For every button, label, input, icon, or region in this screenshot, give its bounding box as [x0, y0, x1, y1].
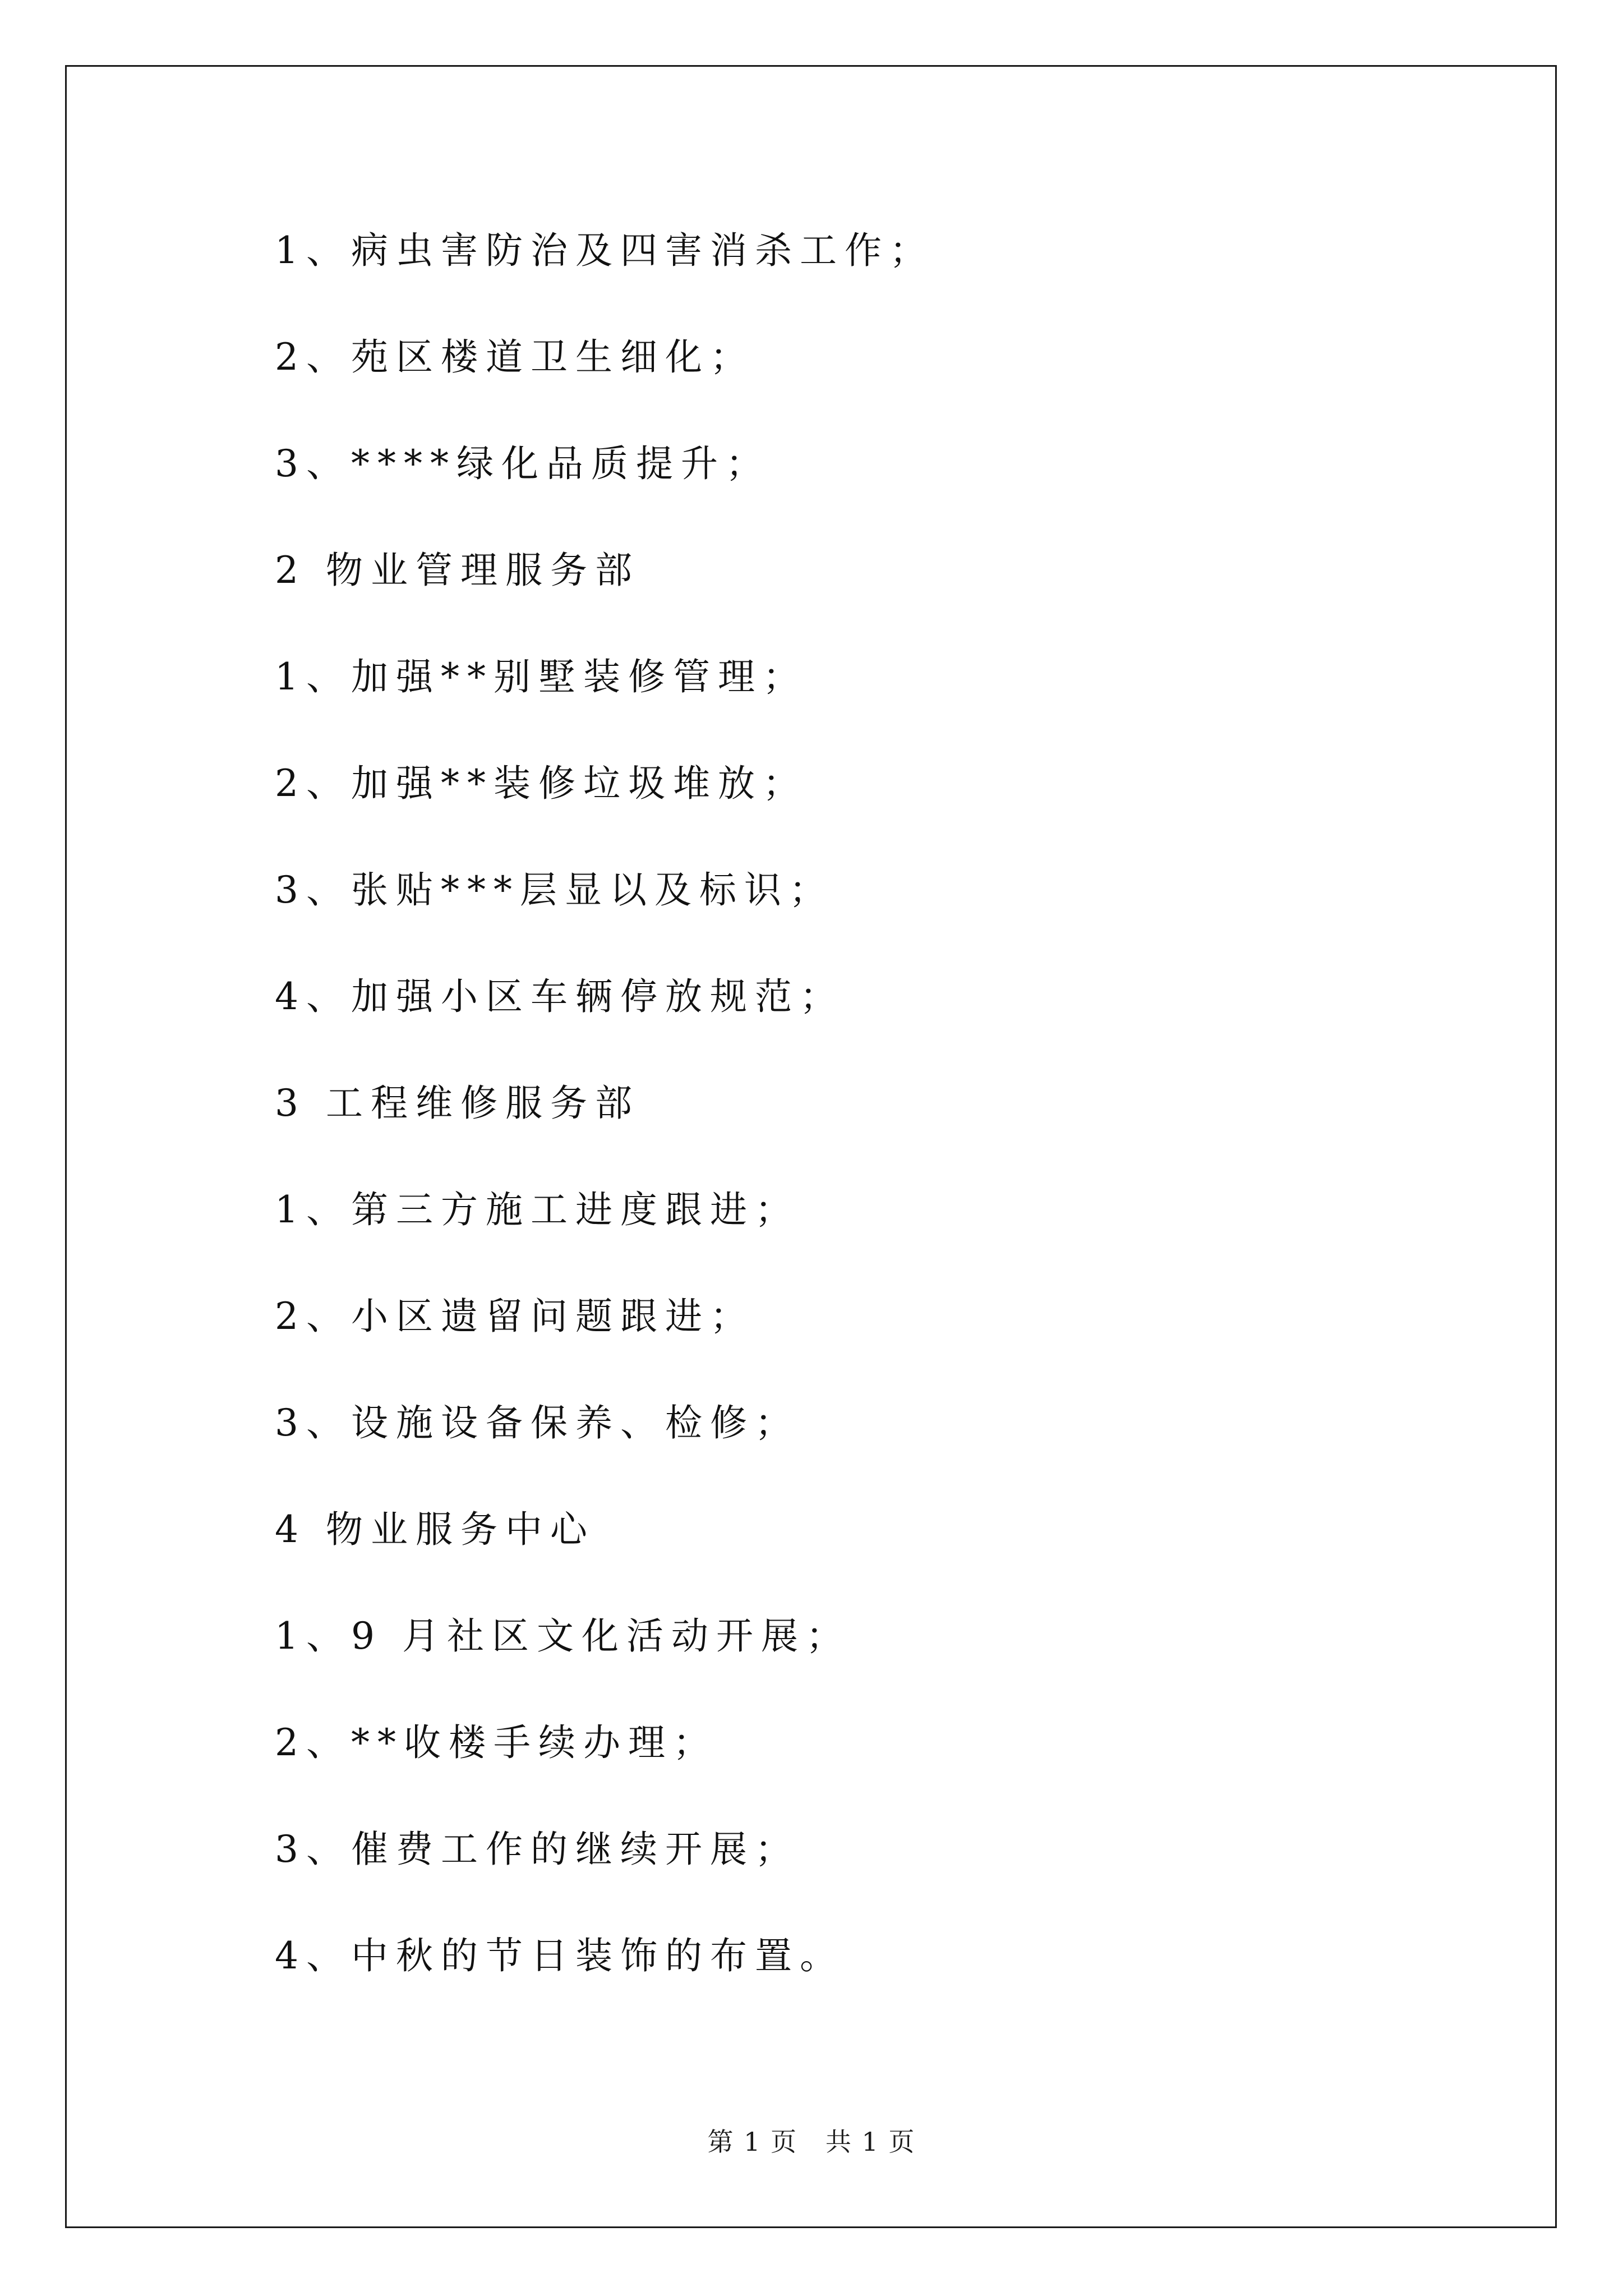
list-item: 1、第三方施工进度跟进；: [275, 1188, 800, 1231]
list-item: 1、加强**别墅装修管理；: [275, 655, 808, 698]
document-body: [275, 220, 1509, 2032]
section-heading: 2 物业管理服务部: [275, 549, 640, 592]
list-item: 3、设施设备保养、检修；: [275, 1401, 800, 1444]
list-item: 2、**收楼手续办理；: [275, 1721, 718, 1764]
list-item: 3、催费工作的继续开展；: [275, 1828, 800, 1871]
list-item: 1、病虫害防治及四害消杀工作；: [275, 229, 934, 272]
list-item: 2、加强**装修垃圾堆放；: [275, 762, 808, 805]
list-item: 2、小区遗留问题跟进；: [275, 1295, 755, 1338]
list-item: 4、中秋的节日装饰的布置。: [275, 1934, 845, 1977]
list-item: 2、苑区楼道卫生细化；: [275, 335, 755, 379]
page-number-footer: 第 1 页 共 1 页: [707, 2127, 916, 2157]
list-item: 1、9 月社区文化活动开展；: [275, 1614, 851, 1658]
list-item: 4、加强小区车辆停放规范；: [275, 975, 845, 1018]
section-heading: 4 物业服务中心: [275, 1508, 595, 1551]
section-heading: 3 工程维修服务部: [275, 1082, 640, 1125]
list-item: 3、****绿化品质提升；: [275, 442, 771, 485]
list-item: 3、张贴***层显以及标识；: [275, 868, 834, 912]
